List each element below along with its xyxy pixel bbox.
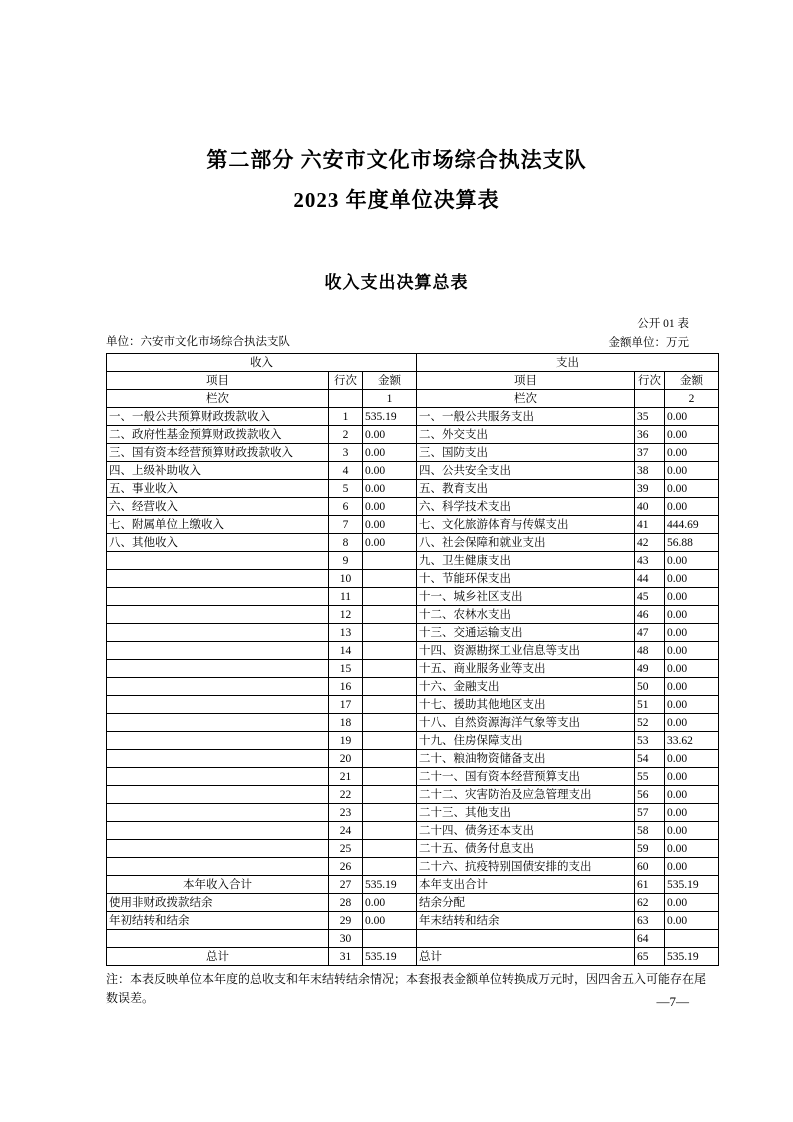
income-row-no: 20 bbox=[329, 750, 363, 768]
expense-row-no: 40 bbox=[635, 498, 665, 516]
income-row-no: 17 bbox=[329, 696, 363, 714]
income-item: 使用非财政拨款结余 bbox=[107, 894, 329, 912]
income-amount bbox=[363, 588, 417, 606]
income-amount bbox=[363, 606, 417, 624]
expense-row-no: 54 bbox=[635, 750, 665, 768]
income-row-no: 10 bbox=[329, 570, 363, 588]
income-amount bbox=[363, 696, 417, 714]
expense-row-no: 65 bbox=[635, 948, 665, 966]
expense-amount: 0.00 bbox=[665, 822, 719, 840]
expense-amount: 0.00 bbox=[665, 642, 719, 660]
income-row-no: 30 bbox=[329, 930, 363, 948]
income-item: 三、国有资本经营预算财政拨款收入 bbox=[107, 444, 329, 462]
income-amount bbox=[363, 552, 417, 570]
table-row bbox=[107, 714, 719, 732]
income-amount bbox=[363, 768, 417, 786]
expense-amount: 444.69 bbox=[665, 516, 719, 534]
income-row-no: 6 bbox=[329, 498, 363, 516]
income-item bbox=[107, 786, 329, 804]
expense-item: 十九、住房保障支出 bbox=[417, 732, 635, 750]
expense-item: 二十三、其他支出 bbox=[417, 804, 635, 822]
expense-row-no: 60 bbox=[635, 858, 665, 876]
table-group-header-row bbox=[107, 354, 719, 372]
table-title: 收入支出决算总表 bbox=[324, 273, 469, 292]
income-item: 一、一般公共预算财政拨款收入 bbox=[107, 408, 329, 426]
header-expense-rowno: 行次 bbox=[635, 372, 665, 390]
income-item bbox=[107, 858, 329, 876]
expense-item: 二十、粮油物资储备支出 bbox=[417, 750, 635, 768]
income-row-no: 2 bbox=[329, 426, 363, 444]
income-amount bbox=[363, 750, 417, 768]
column-index-expense-blank bbox=[635, 390, 665, 408]
table-row bbox=[107, 750, 719, 768]
table-row bbox=[107, 804, 719, 822]
expense-item: 十、节能环保支出 bbox=[417, 570, 635, 588]
income-item bbox=[107, 732, 329, 750]
income-amount: 0.00 bbox=[363, 894, 417, 912]
income-item: 二、政府性基金预算财政拨款收入 bbox=[107, 426, 329, 444]
expense-item: 六、科学技术支出 bbox=[417, 498, 635, 516]
header-expense-item: 项目 bbox=[417, 372, 635, 390]
header-income-item: 项目 bbox=[107, 372, 329, 390]
expense-item: 二十一、国有资本经营预算支出 bbox=[417, 768, 635, 786]
expense-item: 本年支出合计 bbox=[417, 876, 635, 894]
expense-amount: 0.00 bbox=[665, 714, 719, 732]
income-expense-summary-table bbox=[106, 353, 719, 966]
expense-row-no: 44 bbox=[635, 570, 665, 588]
table-row bbox=[107, 840, 719, 858]
expense-item: 四、公共安全支出 bbox=[417, 462, 635, 480]
expense-row-no: 42 bbox=[635, 534, 665, 552]
income-item bbox=[107, 642, 329, 660]
reporting-unit-label: 单位：六安市文化市场综合执法支队 bbox=[106, 336, 290, 348]
expense-amount: 0.00 bbox=[665, 444, 719, 462]
expense-item: 十二、农林水支出 bbox=[417, 606, 635, 624]
income-amount bbox=[363, 840, 417, 858]
expense-amount: 0.00 bbox=[665, 552, 719, 570]
income-amount: 535.19 bbox=[363, 948, 417, 966]
expense-row-no: 58 bbox=[635, 822, 665, 840]
income-amount bbox=[363, 930, 417, 948]
expense-amount: 0.00 bbox=[665, 588, 719, 606]
income-amount: 0.00 bbox=[363, 462, 417, 480]
table-row bbox=[107, 588, 719, 606]
income-item: 本年收入合计 bbox=[107, 876, 329, 894]
table-column-header-row bbox=[107, 372, 719, 390]
table-row bbox=[107, 696, 719, 714]
table-row bbox=[107, 858, 719, 876]
income-amount: 0.00 bbox=[363, 516, 417, 534]
expense-item: 十八、自然资源海洋气象等支出 bbox=[417, 714, 635, 732]
expense-row-no: 36 bbox=[635, 426, 665, 444]
income-item bbox=[107, 804, 329, 822]
income-row-no: 13 bbox=[329, 624, 363, 642]
table-row bbox=[107, 642, 719, 660]
expense-amount: 0.00 bbox=[665, 462, 719, 480]
table-row bbox=[107, 786, 719, 804]
income-amount: 0.00 bbox=[363, 426, 417, 444]
income-item: 年初结转和结余 bbox=[107, 912, 329, 930]
income-item bbox=[107, 588, 329, 606]
header-income-rowno: 行次 bbox=[329, 372, 363, 390]
form-code: 公开 01 表 bbox=[637, 318, 689, 330]
expense-row-no: 49 bbox=[635, 660, 665, 678]
income-amount bbox=[363, 732, 417, 750]
table-row bbox=[107, 498, 719, 516]
income-item bbox=[107, 552, 329, 570]
income-row-no: 25 bbox=[329, 840, 363, 858]
expense-amount: 0.00 bbox=[665, 894, 719, 912]
income-item bbox=[107, 930, 329, 948]
amount-unit: 金额单位：万元 bbox=[608, 337, 689, 349]
income-amount: 535.19 bbox=[363, 876, 417, 894]
table-row bbox=[107, 822, 719, 840]
income-item: 六、经营收入 bbox=[107, 498, 329, 516]
page-title-line-1: 第二部分 六安市文化市场综合执法支队 bbox=[206, 148, 587, 172]
table-row bbox=[107, 678, 719, 696]
expense-amount: 56.88 bbox=[665, 534, 719, 552]
income-item bbox=[107, 660, 329, 678]
expense-item: 二十二、灾害防治及应急管理支出 bbox=[417, 786, 635, 804]
income-item bbox=[107, 606, 329, 624]
expense-row-no: 56 bbox=[635, 786, 665, 804]
income-item bbox=[107, 750, 329, 768]
income-amount: 535.19 bbox=[363, 408, 417, 426]
expense-item: 十三、交通运输支出 bbox=[417, 624, 635, 642]
income-amount: 0.00 bbox=[363, 534, 417, 552]
income-amount: 0.00 bbox=[363, 480, 417, 498]
income-item bbox=[107, 696, 329, 714]
expense-item: 总计 bbox=[417, 948, 635, 966]
page-title-block bbox=[0, 140, 793, 220]
expense-item: 十六、金融支出 bbox=[417, 678, 635, 696]
table-row bbox=[107, 426, 719, 444]
expense-item: 十五、商业服务业等支出 bbox=[417, 660, 635, 678]
header-expense-amount: 金额 bbox=[665, 372, 719, 390]
expense-amount: 0.00 bbox=[665, 696, 719, 714]
table-row bbox=[107, 462, 719, 480]
table-row bbox=[107, 552, 719, 570]
income-amount bbox=[363, 624, 417, 642]
expense-row-no: 53 bbox=[635, 732, 665, 750]
column-index-expense-2: 2 bbox=[665, 390, 719, 408]
table-row bbox=[107, 768, 719, 786]
income-item: 八、其他收入 bbox=[107, 534, 329, 552]
expense-amount: 535.19 bbox=[665, 876, 719, 894]
income-row-no: 1 bbox=[329, 408, 363, 426]
income-item bbox=[107, 840, 329, 858]
table-note: 注：本表反映单位本年度的总收支和年末结转结余情况；本套报表金额单位转换成万元时，因四舍五入可能存在尾数误差。 bbox=[106, 972, 707, 1005]
expense-item: 二十五、债务付息支出 bbox=[417, 840, 635, 858]
group-header-income: 收入 bbox=[107, 354, 417, 372]
expense-item: 二十六、抗疫特别国债安排的支出 bbox=[417, 858, 635, 876]
income-row-no: 8 bbox=[329, 534, 363, 552]
income-item: 五、事业收入 bbox=[107, 480, 329, 498]
income-amount: 0.00 bbox=[363, 444, 417, 462]
expense-row-no: 57 bbox=[635, 804, 665, 822]
income-item: 四、上级补助收入 bbox=[107, 462, 329, 480]
income-item bbox=[107, 678, 329, 696]
income-item bbox=[107, 714, 329, 732]
income-row-no: 16 bbox=[329, 678, 363, 696]
expense-row-no: 51 bbox=[635, 696, 665, 714]
income-amount bbox=[363, 858, 417, 876]
expense-amount: 0.00 bbox=[665, 768, 719, 786]
expense-row-no: 48 bbox=[635, 642, 665, 660]
income-row-no: 18 bbox=[329, 714, 363, 732]
table-row bbox=[107, 570, 719, 588]
table-row bbox=[107, 660, 719, 678]
expense-item: 九、卫生健康支出 bbox=[417, 552, 635, 570]
table-row bbox=[107, 606, 719, 624]
expense-row-no: 41 bbox=[635, 516, 665, 534]
income-amount bbox=[363, 822, 417, 840]
income-amount bbox=[363, 570, 417, 588]
income-amount: 0.00 bbox=[363, 912, 417, 930]
expense-amount: 0.00 bbox=[665, 426, 719, 444]
income-row-no: 15 bbox=[329, 660, 363, 678]
expense-amount: 0.00 bbox=[665, 678, 719, 696]
income-item bbox=[107, 822, 329, 840]
income-row-no: 29 bbox=[329, 912, 363, 930]
column-label-expense: 栏次 bbox=[417, 390, 635, 408]
expense-item: 八、社会保障和就业支出 bbox=[417, 534, 635, 552]
table-meta bbox=[0, 315, 793, 353]
table-row bbox=[107, 534, 719, 552]
income-item: 七、附属单位上缴收入 bbox=[107, 516, 329, 534]
income-row-no: 3 bbox=[329, 444, 363, 462]
income-item bbox=[107, 570, 329, 588]
table-row bbox=[107, 408, 719, 426]
expense-item: 七、文化旅游体育与传媒支出 bbox=[417, 516, 635, 534]
expense-row-no: 39 bbox=[635, 480, 665, 498]
income-item: 总计 bbox=[107, 948, 329, 966]
table-column-index-row bbox=[107, 390, 719, 408]
income-amount bbox=[363, 642, 417, 660]
expense-amount: 0.00 bbox=[665, 840, 719, 858]
income-row-no: 12 bbox=[329, 606, 363, 624]
expense-row-no: 55 bbox=[635, 768, 665, 786]
expense-row-no: 64 bbox=[635, 930, 665, 948]
expense-item: 结余分配 bbox=[417, 894, 635, 912]
table-row bbox=[107, 516, 719, 534]
table-row bbox=[107, 894, 719, 912]
expense-row-no: 59 bbox=[635, 840, 665, 858]
column-index-income-blank bbox=[329, 390, 363, 408]
income-row-no: 14 bbox=[329, 642, 363, 660]
income-item bbox=[107, 624, 329, 642]
income-row-no: 19 bbox=[329, 732, 363, 750]
income-amount bbox=[363, 660, 417, 678]
expense-row-no: 47 bbox=[635, 624, 665, 642]
expense-amount: 0.00 bbox=[665, 858, 719, 876]
expense-amount: 33.62 bbox=[665, 732, 719, 750]
expense-amount: 0.00 bbox=[665, 750, 719, 768]
expense-amount: 0.00 bbox=[665, 660, 719, 678]
expense-row-no: 63 bbox=[635, 912, 665, 930]
income-row-no: 5 bbox=[329, 480, 363, 498]
expense-item: 五、教育支出 bbox=[417, 480, 635, 498]
table-row bbox=[107, 930, 719, 948]
expense-amount: 535.19 bbox=[665, 948, 719, 966]
income-row-no: 9 bbox=[329, 552, 363, 570]
expense-amount: 0.00 bbox=[665, 804, 719, 822]
income-row-no: 23 bbox=[329, 804, 363, 822]
table-row bbox=[107, 912, 719, 930]
table-row bbox=[107, 732, 719, 750]
income-row-no: 24 bbox=[329, 822, 363, 840]
income-row-no: 7 bbox=[329, 516, 363, 534]
expense-amount: 0.00 bbox=[665, 498, 719, 516]
income-row-no: 27 bbox=[329, 876, 363, 894]
expense-amount: 0.00 bbox=[665, 786, 719, 804]
expense-amount: 0.00 bbox=[665, 408, 719, 426]
income-row-no: 4 bbox=[329, 462, 363, 480]
expense-row-no: 45 bbox=[635, 588, 665, 606]
page-number: —7— bbox=[656, 994, 689, 1009]
column-index-income-1: 1 bbox=[363, 390, 417, 408]
expense-row-no: 43 bbox=[635, 552, 665, 570]
expense-item: 三、国防支出 bbox=[417, 444, 635, 462]
income-amount bbox=[363, 678, 417, 696]
income-row-no: 11 bbox=[329, 588, 363, 606]
group-header-expense: 支出 bbox=[417, 354, 719, 372]
expense-row-no: 46 bbox=[635, 606, 665, 624]
expense-item: 年末结转和结余 bbox=[417, 912, 635, 930]
expense-row-no: 37 bbox=[635, 444, 665, 462]
expense-amount: 0.00 bbox=[665, 606, 719, 624]
expense-amount: 0.00 bbox=[665, 480, 719, 498]
income-row-no: 26 bbox=[329, 858, 363, 876]
income-row-no: 22 bbox=[329, 786, 363, 804]
table-row bbox=[107, 444, 719, 462]
page-title-line-2: 2023 年度单位决算表 bbox=[293, 188, 500, 212]
income-amount: 0.00 bbox=[363, 498, 417, 516]
expense-amount: 0.00 bbox=[665, 912, 719, 930]
expense-item: 二、外交支出 bbox=[417, 426, 635, 444]
income-item bbox=[107, 768, 329, 786]
column-label-income: 栏次 bbox=[107, 390, 329, 408]
expense-row-no: 35 bbox=[635, 408, 665, 426]
header-income-amount: 金额 bbox=[363, 372, 417, 390]
income-row-no: 21 bbox=[329, 768, 363, 786]
expense-item: 十四、资源勘探工业信息等支出 bbox=[417, 642, 635, 660]
expense-row-no: 62 bbox=[635, 894, 665, 912]
expense-row-no: 38 bbox=[635, 462, 665, 480]
expense-amount: 0.00 bbox=[665, 624, 719, 642]
expense-item: 二十四、债务还本支出 bbox=[417, 822, 635, 840]
table-row-grandtotal bbox=[107, 948, 719, 966]
income-amount bbox=[363, 786, 417, 804]
income-row-no: 31 bbox=[329, 948, 363, 966]
expense-row-no: 52 bbox=[635, 714, 665, 732]
expense-item bbox=[417, 930, 635, 948]
income-row-no: 28 bbox=[329, 894, 363, 912]
income-amount bbox=[363, 714, 417, 732]
expense-item: 十一、城乡社区支出 bbox=[417, 588, 635, 606]
table-row bbox=[107, 480, 719, 498]
income-amount bbox=[363, 804, 417, 822]
expense-item: 一、一般公共服务支出 bbox=[417, 408, 635, 426]
expense-row-no: 61 bbox=[635, 876, 665, 894]
expense-amount: 0.00 bbox=[665, 570, 719, 588]
expense-row-no: 50 bbox=[635, 678, 665, 696]
expense-item: 十七、援助其他地区支出 bbox=[417, 696, 635, 714]
table-row bbox=[107, 624, 719, 642]
expense-amount bbox=[665, 930, 719, 948]
table-row-total bbox=[107, 876, 719, 894]
form-meta bbox=[609, 315, 690, 353]
